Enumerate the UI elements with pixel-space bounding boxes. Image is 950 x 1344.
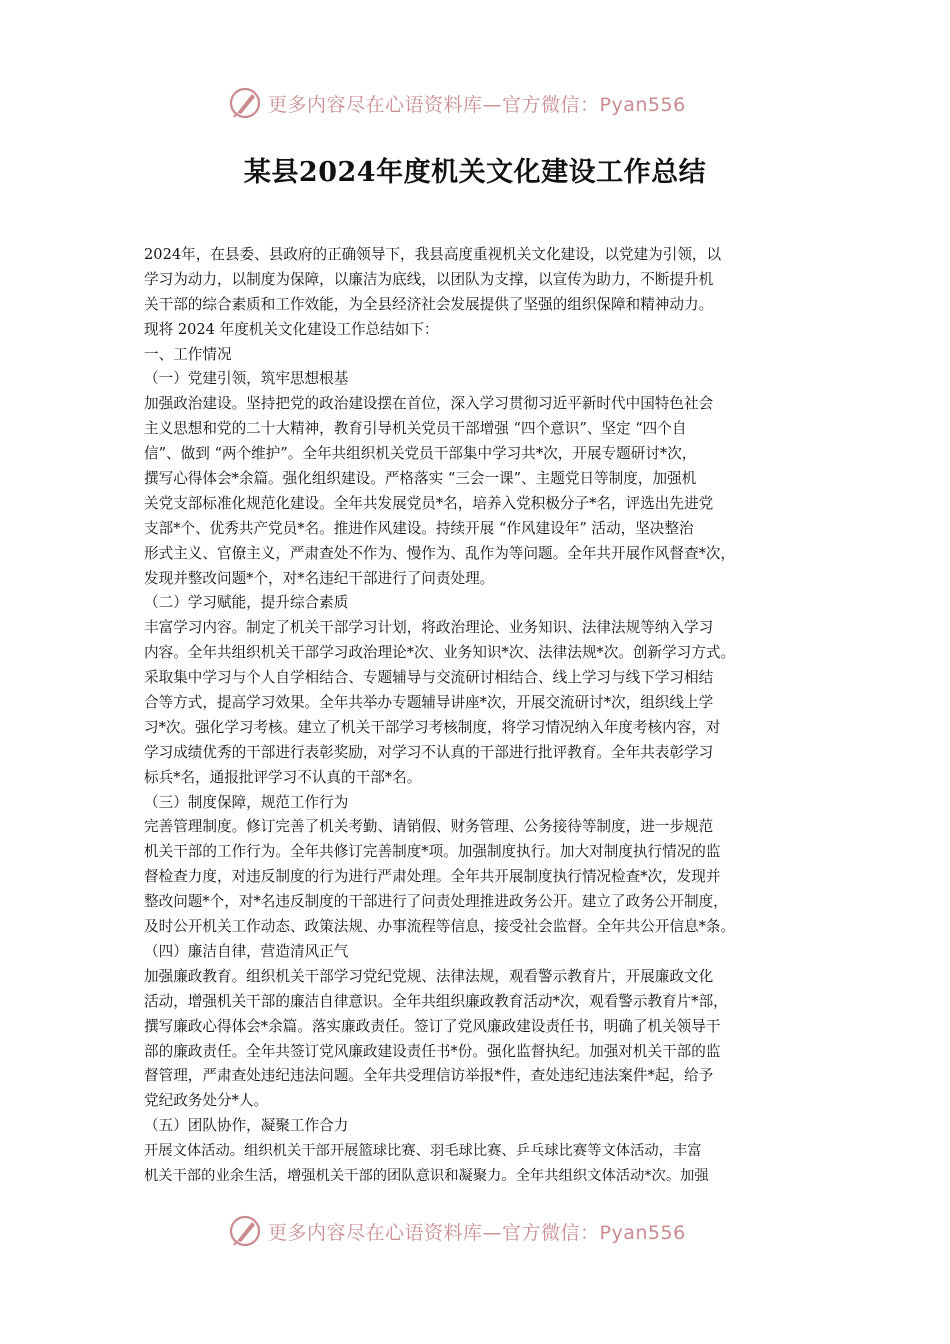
subsection-heading: （一）党建引领，筑牢思想根基 (144, 370, 349, 388)
paragraph-line: 加强廉政教育。组织机关干部学习党纪党规、法律法规，观看警示教育片，开展廉政文化 (144, 967, 714, 985)
paragraph-line: 整改问题*个，对*名违反制度的干部进行了问责处理推进政务公开。建立了政务公开制度， (144, 893, 728, 911)
subsection-heading: （二）学习赋能，提升综合素质 (144, 594, 349, 612)
paragraph-line: 机关干部的业余生活，增强机关干部的团队意识和凝聚力。全年共组织文体活动*次。加强 (144, 1167, 709, 1184)
paragraph-line: 标兵*名，通报批评学习不认真的干部*名。 (144, 768, 422, 786)
document-body (144, 243, 812, 1189)
paragraph-line: 加强政治建设。坚持把党的政治建设摆在首位，深入学习贯彻习近平新时代中国特色社会 (144, 395, 714, 413)
quill-pen-icon (228, 1214, 262, 1248)
paragraph-line: 合等方式，提高学习效果。全年共举办专题辅导讲座*次，开展交流研讨*次，组织线上学 (144, 694, 714, 712)
watermark-banner-bottom (0, 1210, 950, 1250)
paragraph-line: 开展文体活动。组织机关干部开展篮球比赛、羽毛球比赛、乒乓球比赛等文体活动，丰富 (144, 1143, 702, 1160)
paragraph-line: 主义思想和党的二十大精神，教育引导机关党员干部增强 “四个意识”、坚定 “四个自 (144, 420, 687, 438)
paragraph-line: 采取集中学习与个人自学相结合、专题辅导与交流研讨相结合、线上学习与线下学习相结 (144, 669, 714, 687)
subsection-heading: （三）制度保障，规范工作行为 (144, 793, 349, 811)
paragraph-line: 关党支部标准化规范化建设。全年共发展党员*名，培养入党积极分子*名，评选出先进党 (144, 494, 714, 512)
paragraph-line: 信”、做到 “两个维护”。全年共组织机关党员干部集中学习共*次，开展专题研讨*次， (144, 445, 697, 463)
paragraph-line: 撰写心得体会*余篇。强化组织建设。严格落实 “三会一课”、主题党日等制度，加强机 (144, 470, 697, 488)
quill-pen-icon (228, 86, 262, 120)
subsection-heading: （四）廉洁自律，营造清风正气 (144, 942, 349, 960)
paragraph-line: 丰富学习内容。制定了机关干部学习计划，将政治理论、业务知识、法律法规等纳入学习 (144, 619, 714, 637)
watermark-text: 更多内容尽在心语资料库—官方微信：Pyan556 (268, 1221, 686, 1244)
paragraph-line: 关干部的综合素质和工作效能，为全县经济社会发展提供了坚强的组织保障和精神动力。 (144, 295, 714, 313)
subsection-heading: （五）团队协作，凝聚工作合力 (144, 1117, 349, 1135)
paragraph-line: 督检查力度，对违反制度的行为进行严肃处理。全年共开展制度执行情况检查*次，发现并 (144, 868, 721, 886)
paragraph-line: 形式主义、官僚主义，严肃查处不作为、慢作为、乱作为等问题。全年共开展作风督查*次， (144, 544, 736, 562)
watermark-text: 更多内容尽在心语资料库—官方微信：Pyan556 (268, 93, 686, 116)
paragraph-line: 督管理，严肃查处违纪违法问题。全年共受理信访举报*件，查处违纪违法案件*起，给予 (144, 1067, 714, 1085)
document-title: 某县2024年度机关文化建设工作总结 (243, 157, 707, 188)
watermark-banner-top (0, 82, 950, 122)
paragraph-line: 部的廉政责任。全年共签订党风廉政建设责任书*份。强化监督执纪。加强对机关干部的监 (144, 1042, 721, 1060)
paragraph-line: 支部*个、优秀共产党员*名。推进作风建设。持续开展 “作风建设年” 活动，坚决整治 (144, 519, 694, 537)
paragraph-line: 习*次。强化学习考核。建立了机关干部学习考核制度，将学习情况纳入年度考核内容，对 (144, 718, 721, 736)
paragraph-line: 活动，增强机关干部的廉洁自律意识。全年共组织廉政教育活动*次，观看警示教育片*部， (144, 992, 728, 1010)
paragraph-line: 学习为动力，以制度为保障，以廉洁为底线，以团队为支撑，以宣传为助力，不断提升机 (144, 270, 714, 288)
paragraph-line: 现将 2024 年度机关文化建设工作总结如下： (144, 320, 439, 338)
paragraph-line: 内容。全年共组织机关干部学习政治理论*次、业务知识*次、法律法规*次。创新学习方式。 (144, 644, 736, 662)
paragraph-line: 党纪政务处分*人。 (144, 1092, 269, 1110)
paragraph-line: 机关干部的工作行为。全年共修订完善制度*项。加强制度执行。加大对制度执行情况的监 (144, 843, 721, 861)
paragraph-line: 完善管理制度。修订完善了机关考勤、请销假、财务管理、公务接待等制度，进一步规范 (144, 818, 714, 836)
paragraph-line: 及时公开机关工作动态、政策法规、办事流程等信息，接受社会监督。全年共公开信息*条。 (144, 918, 736, 936)
paragraph-line: 学习成绩优秀的干部进行表彰奖励，对学习不认真的干部进行批评教育。全年共表彰学习 (144, 743, 714, 761)
paragraph-line: 发现并整改问题*个，对*名违纪干部进行了问责处理。 (144, 569, 495, 587)
section-heading: 一、工作情况 (144, 345, 232, 363)
paragraph-line: 撰写廉政心得体会*余篇。落实廉政责任。签订了党风廉政建设责任书，明确了机关领导干 (144, 1017, 721, 1035)
paragraph-line: 2024年，在县委、县政府的正确领导下，我县高度重视机关文化建设，以党建为引领，以 (144, 246, 722, 263)
